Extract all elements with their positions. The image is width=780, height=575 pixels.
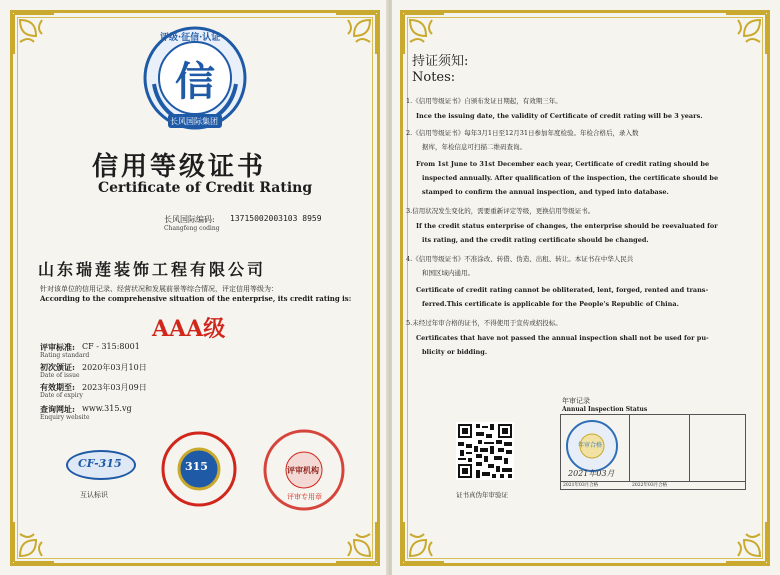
company-name: 山东瑞莲装饰工程有限公司 [38,260,267,279]
ornament-top-right [724,12,768,56]
statement-en: According to the comprehensive situation of the enterprise, its credit rating is: [40,294,352,303]
certificate-title-en: Certificate of Credit Rating [98,180,313,196]
coding-value: 13715002003103 8959 [230,214,322,223]
note-line: 和国区域内通用。 [422,269,474,277]
note-line: From 1st June to 31st December each year, Certificate of credit rating should be [416,160,710,168]
notes-heading-en: Notes: [412,70,456,85]
certificate-front-page: 评级·征信·认证 信 长风国际集团 信用等级证书 Certificate of Credit Rating 长风国际编码: 13715002003103 8959 Changfeng coding 山东瑞莲装饰工程有限公司 针对该单位的信用记录、经营状况和发展前景等综合情况，评定信用等级为： According to the comprehensive situation of the enterprise, its credit rating is: AAA级 评审标准: CF - 315:8001 Rating standard 初次颁证: 2020年03月10日 Date of issue 有效期至: 2023年03月09日 Date of expiry 查询网址: www.315.vg Enquiry website CF-315 互认标识 315 评审机构 评审专用章 [0,0,388,575]
evaluation-seal-center: 评审机构 [287,465,319,475]
note-line: Certificates that have not passed the annual inspection shall not be used for pu- [416,334,709,342]
ornament-top-left [12,12,56,56]
note-line: 5.未经过年审合格的证书，不得使用于宣传或招投标。 [406,319,562,327]
ornament-top-right [334,12,378,56]
note-line: stamped to confirm the annual inspection, and typed into database. [422,188,669,196]
annual-caption: 2021年03月合格 [563,483,599,488]
system-seal-center: 315 [185,460,208,473]
note-line: Certificate of credit rating cannot be obliterated, lent, forged, rented and trans- [416,286,709,294]
annual-title-en: Annual Inspection Status [562,406,648,413]
note-line: its rating, and the credit rating certificate should be changed. [422,236,649,244]
credit-rating: AAA级 [152,316,226,342]
annual-handwriting: 2021年03月 [568,469,615,478]
note-line: Ince the issuing date, the validity of Certificate of credit rating will be 3 years. [416,112,703,120]
cf315-logo: CF-315 [66,450,136,480]
coding-label: 长风国际编码: [164,215,215,224]
certificate-back-page [392,0,780,575]
annual-caption: 2022年03月合格 [632,483,668,488]
note-line: 3.信用状况发生变化的，需要重新评定等级，更换信用等级证书。 [406,207,595,215]
note-line: ferred.This certificate is applicable for the People's Republic of China. [422,300,679,308]
note-line: 2.《信用等级证书》每年3月1日至12月31日参加年度检验。年检合格后，录入数 [406,129,639,137]
ornament-bottom-left [12,520,56,564]
cf315-caption: 互认标识 [80,491,108,499]
note-line: 4.《信用等级证书》不准涂改、转借、伪造、出租、转让。本证书在中华人民共 [406,255,634,263]
emblem-center-glyph: 信 [175,58,215,105]
coding-label-en: Changfeng coding [164,225,220,232]
note-line: 1.《信用等级证书》自颁布发证日期起，有效期三年。 [406,97,562,105]
statement-cn: 针对该单位的信用记录、经营状况和发展前景等综合情况，评定信用等级为： [40,285,278,293]
ornament-bottom-left [402,520,446,564]
ornament-bottom-right [334,520,378,564]
note-line: 据库，年检信息可扫描二维码查询。 [422,143,526,151]
note-line: If the credit status enterprise of changes, the enterprise should be reevaluated for [416,222,718,230]
emblem-band-text: 长风国际集团 [170,117,218,126]
evaluation-seal-bottom: 评审专用章 [287,493,322,501]
verification-qr-code[interactable] [456,422,514,480]
annual-stamp-text: 年审合格 [578,442,603,449]
notes-heading-cn: 持证须知: [412,54,469,69]
certificate-title-cn: 信用等级证书 [92,152,267,182]
emblem-ring-text: 评级·征信·认证 [160,33,221,43]
ornament-bottom-right [724,520,768,564]
note-line: blicity or bidding. [422,348,488,356]
note-line: inspected annually. After qualification of the inspection, the certificate should be [422,174,719,182]
qr-caption: 证书真伪年审验证 [456,491,508,499]
annual-title-cn: 年审记录 [562,397,590,405]
annual-cell [629,415,690,481]
